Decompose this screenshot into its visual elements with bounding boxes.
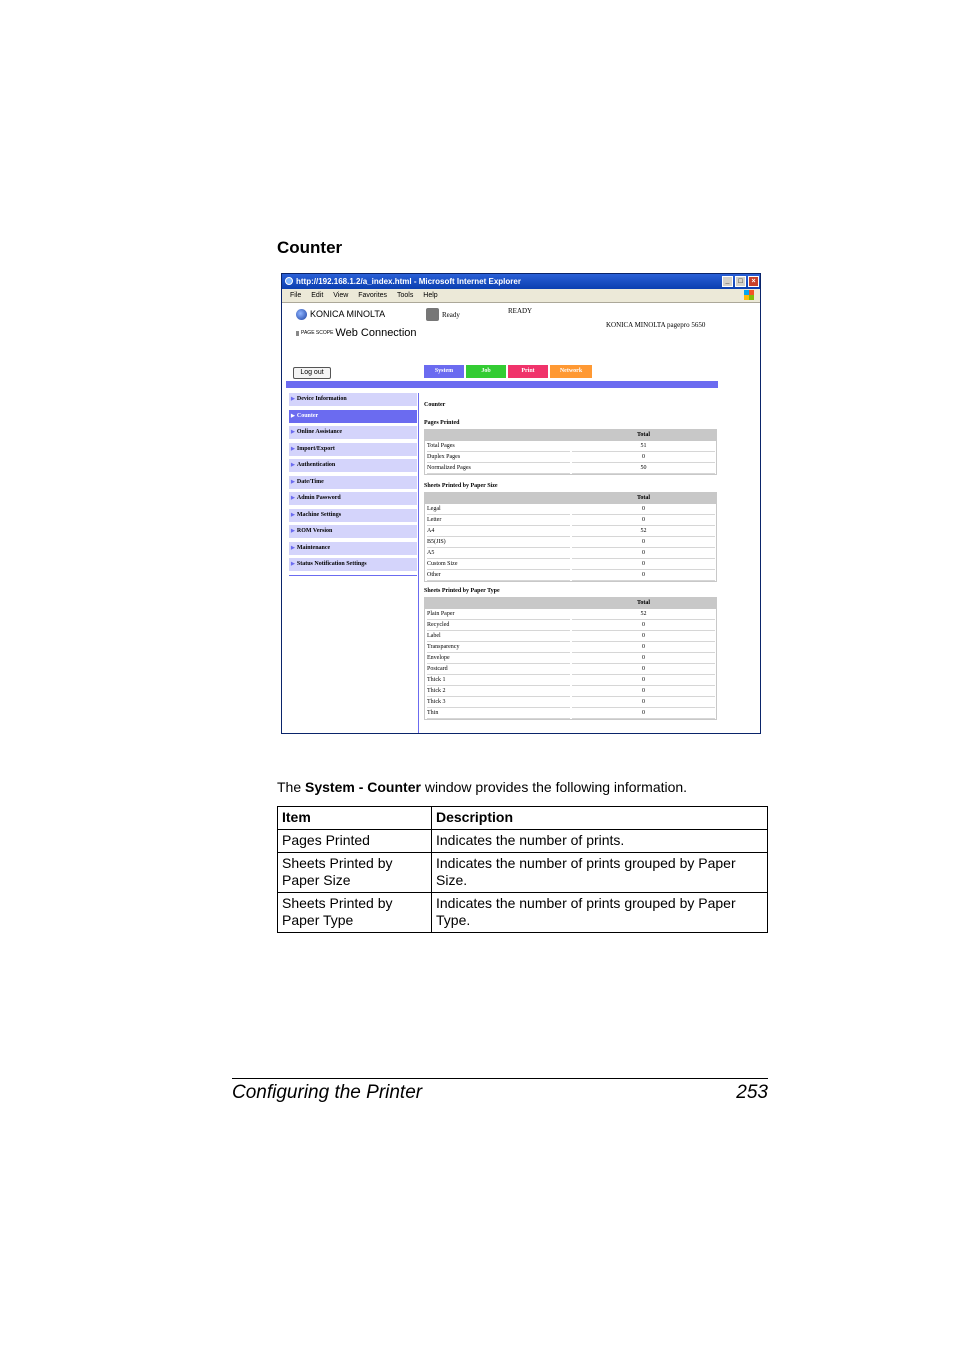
sidebar-item-authentication[interactable] [289, 459, 417, 472]
page-title: Counter [424, 402, 446, 408]
counter-name: Thin [427, 708, 570, 719]
counter-value: 0 [572, 675, 715, 686]
table-cell-item: Pages Printed [278, 830, 432, 853]
counter-name: A5 [427, 548, 570, 559]
arrow-right-icon: ▶ [291, 529, 295, 534]
table-row [425, 620, 716, 631]
sidebar-item-label: Online Assistance [296, 429, 343, 435]
header-blank [427, 430, 570, 440]
arrow-right-icon: ▶ [291, 413, 295, 419]
maximize-icon[interactable]: □ [735, 276, 746, 287]
header-total: Total [572, 598, 715, 608]
tab-underline-bar [286, 381, 718, 388]
table-cell-description: Indicates the number of prints. [432, 830, 768, 853]
footer-chapter-title: Configuring the Printer [232, 1082, 423, 1103]
counter-name: Total Pages [427, 441, 570, 452]
section-title: Pages Printed [424, 420, 460, 426]
tab-print[interactable]: Print [508, 365, 548, 378]
sidebar-item-label: Import/Export [296, 445, 335, 452]
counter-value: 51 [572, 441, 715, 452]
counter-name: A4 [427, 526, 570, 537]
browser-titlebar[interactable] [282, 274, 760, 289]
counter-name: Thick 2 [427, 686, 570, 697]
printer-model: KONICA MINOLTA pagepro 5650 [606, 321, 706, 329]
sidebar-item-label: Device Information [296, 396, 347, 402]
table-row [425, 504, 716, 515]
counter-value: 0 [572, 653, 715, 664]
counter-name: B5(JIS) [427, 537, 570, 548]
counter-name: Plain Paper [427, 609, 570, 620]
table-row [425, 559, 716, 570]
arrow-right-icon: ▶ [291, 397, 295, 402]
counter-value: 0 [572, 664, 715, 675]
table-row [425, 570, 716, 581]
sidebar-item-label: Authentication [296, 462, 336, 468]
menu-favorites[interactable]: Favorites [358, 292, 388, 299]
counter-name: Normalized Pages [427, 463, 570, 474]
counter-value: 0 [572, 548, 715, 559]
header-blank [427, 598, 570, 608]
tab-job[interactable]: Job [466, 365, 506, 378]
counter-value: 0 [572, 504, 715, 515]
counter-name: Thick 1 [427, 675, 570, 686]
sidebar-item-device-information[interactable] [289, 393, 417, 406]
counter-name: Custom Size [427, 559, 570, 570]
arrow-right-icon: ▶ [291, 479, 295, 485]
table-cell-item: Sheets Printed by Paper Type [278, 893, 432, 933]
table-row [425, 526, 716, 537]
pagescope-mark: PAGE SCOPE [296, 331, 333, 336]
table-header-description: Description [432, 807, 768, 830]
header-total: Total [572, 493, 715, 503]
counter-value: 0 [572, 697, 715, 708]
printer-status: READY [508, 307, 533, 315]
table-cell-description: Indicates the number of prints grouped by Paper Size. [432, 853, 768, 893]
arrow-right-icon: ▶ [291, 512, 295, 518]
counter-name: Thick 3 [427, 697, 570, 708]
description-table [277, 806, 768, 933]
internet-explorer-icon [285, 277, 293, 285]
counter-table-header [425, 493, 716, 504]
table-row [425, 653, 716, 664]
counter-table-header [425, 430, 716, 441]
table-row [425, 609, 716, 620]
sidebar-item-label: Machine Settings [296, 511, 342, 518]
printer-icon [426, 308, 439, 321]
counter-name: Letter [427, 515, 570, 526]
arrow-right-icon: ▶ [291, 446, 295, 452]
table-row [425, 515, 716, 526]
sidebar-item-machine-settings[interactable] [289, 509, 417, 522]
intro-text: The System - Counter window provides the following information. [277, 779, 688, 795]
counter-value: 52 [572, 609, 715, 620]
table-row [425, 537, 716, 548]
tab-system[interactable]: System [424, 365, 464, 378]
sidebar-item-status-notification-settings[interactable] [289, 558, 417, 571]
counter-value: 0 [572, 642, 715, 653]
table-row [425, 463, 716, 474]
menu-tools[interactable]: Tools [397, 292, 414, 299]
sidebar-item-label: Date/Time [296, 478, 324, 485]
browser-title: http://192.168.1.2/a_index.html - Microsoft Internet Explorer [296, 277, 521, 286]
logout-button[interactable]: Log out [293, 367, 331, 379]
browser-window [281, 273, 761, 734]
table-row [278, 893, 768, 933]
counter-value: 0 [572, 686, 715, 697]
footer-rule [232, 1078, 768, 1079]
sidebar-nav [289, 393, 419, 734]
counter-name: Transparency [427, 642, 570, 653]
header-blank [427, 493, 570, 503]
section-title: Sheets Printed by Paper Type [424, 588, 500, 594]
counter-value: 52 [572, 526, 715, 537]
arrow-right-icon: ▶ [291, 562, 295, 567]
table-row [425, 452, 716, 463]
arrow-right-icon: ▶ [291, 496, 295, 501]
counter-value: 0 [572, 515, 715, 526]
counter-name: Duplex Pages [427, 452, 570, 463]
counter-name: Other [427, 570, 570, 581]
sidebar-item-rom-version[interactable] [289, 525, 417, 538]
counter-value: 0 [572, 452, 715, 463]
counter-name: Recycled [427, 620, 570, 631]
sidebar-item-label: ROM Version [296, 528, 333, 534]
minimize-icon[interactable]: _ [722, 276, 733, 287]
counter-value: 0 [572, 708, 715, 719]
table-row [425, 548, 716, 559]
sidebar-item-label: Status Notification Settings [296, 561, 367, 567]
sidebar-item-counter[interactable] [289, 410, 417, 423]
globe-icon [296, 309, 307, 320]
counter-name: Label [427, 631, 570, 642]
web-connection-logo: PAGE SCOPE Web Connection [296, 327, 417, 339]
table-row [425, 664, 716, 675]
counter-table [424, 429, 717, 475]
counter-name: Postcard [427, 664, 570, 675]
table-row [425, 631, 716, 642]
sidebar-item-date-time[interactable] [289, 476, 417, 489]
web-content [286, 304, 757, 730]
sidebar-item-label: Maintenance [296, 544, 331, 551]
ready-label: Ready [442, 311, 460, 319]
windows-logo-icon [744, 290, 754, 300]
section-title: Sheets Printed by Paper Size [424, 483, 498, 489]
sidebar-item-import-export[interactable] [289, 443, 417, 456]
table-row [278, 830, 768, 853]
sidebar-item-maintenance[interactable] [289, 542, 417, 555]
counter-value: 50 [572, 463, 715, 474]
table-header-item: Item [278, 807, 432, 830]
menu-edit[interactable]: Edit [311, 292, 324, 299]
table-cell-description: Indicates the number of prints grouped by Paper Type. [432, 893, 768, 933]
counter-name: Legal [427, 504, 570, 515]
table-row [425, 675, 716, 686]
counter-name: Envelope [427, 653, 570, 664]
sidebar-underline [289, 575, 417, 576]
sidebar-item-admin-password[interactable] [289, 492, 417, 505]
table-row [425, 708, 716, 719]
section-heading: Counter [277, 238, 343, 257]
menu-file[interactable]: File [290, 292, 302, 299]
counter-table-header [425, 598, 716, 609]
arrow-right-icon: ▶ [291, 463, 295, 468]
table-row [425, 642, 716, 653]
page-number: 253 [736, 1082, 768, 1103]
table-row [425, 697, 716, 708]
arrow-right-icon: ▶ [291, 430, 295, 435]
counter-value: 0 [572, 631, 715, 642]
sidebar-item-label: Counter [296, 412, 319, 419]
sidebar-item-label: Admin Password [296, 495, 341, 501]
konica-minolta-logo: KONICA MINOLTA [296, 309, 385, 320]
counter-value: 0 [572, 570, 715, 581]
counter-table [424, 597, 717, 720]
tab-network[interactable]: Network [550, 365, 592, 378]
header-total: Total [572, 430, 715, 440]
table-row [425, 686, 716, 697]
arrow-right-icon: ▶ [291, 545, 295, 551]
counter-table [424, 492, 717, 582]
sidebar-item-online-assistance[interactable] [289, 426, 417, 439]
counter-value: 0 [572, 537, 715, 548]
menu-bar [282, 289, 760, 303]
counter-value: 0 [572, 620, 715, 631]
table-row [278, 853, 768, 893]
menu-help[interactable]: Help [423, 292, 438, 299]
counter-value: 0 [572, 559, 715, 570]
menu-view[interactable]: View [333, 292, 349, 299]
table-row [425, 441, 716, 452]
table-cell-item: Sheets Printed by Paper Size [278, 853, 432, 893]
close-icon[interactable]: × [748, 276, 759, 287]
